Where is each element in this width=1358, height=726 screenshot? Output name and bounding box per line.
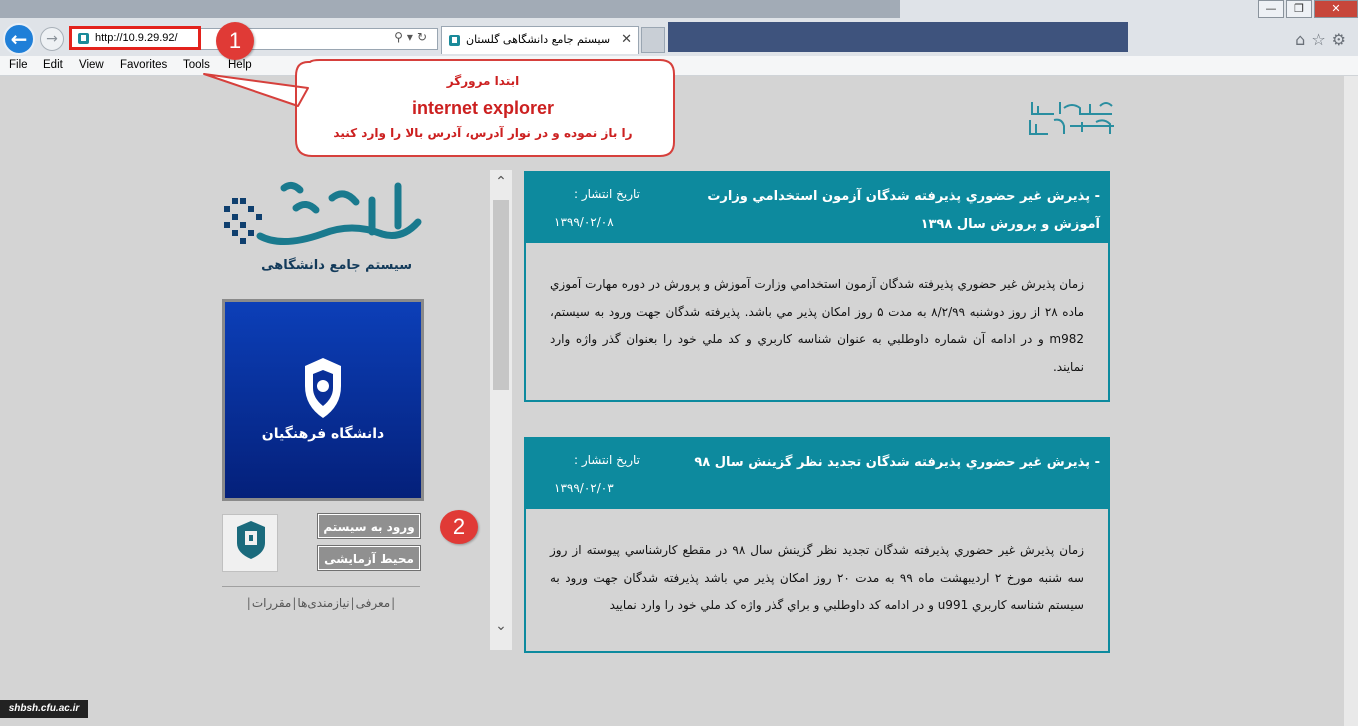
tab-golestan[interactable]	[441, 26, 639, 54]
scroll-up-arrow-icon[interactable]: ⌃	[495, 174, 507, 190]
news-date: ۱۳۹۹/۰۲/۰۳	[554, 481, 614, 495]
university-name: دانشگاه فرهنگیان	[261, 426, 385, 442]
test-environment-button[interactable]: محیط آزمایشی	[318, 546, 420, 570]
link-regulations[interactable]: مقررات	[251, 596, 292, 610]
menu-file[interactable]: File	[9, 59, 28, 71]
sidebar-divider	[222, 586, 420, 587]
news-body: زمان پذيرش غير حضوري پذيرفته شدگان آزمون استخدامي وزارت آموزش و پرورش در دوره مهارت آموزي ماده ۲۸ از روز دوشنبه ۸/۲/۹۹ به مدت ۵ روز امکان پذير مي باشد. پذيرفته شدگان جهت ورود به سيستم، m982 و در ادامه آن شماره داوطلبي به عنوان شناسه کاربري و کد ملي خود را بعنوان گذر واژه وارد نمايند.	[550, 277, 1085, 374]
step-1-badge: 1	[216, 22, 254, 60]
tab-title: سیستم جامع دانشگاهی گلستان	[466, 33, 611, 46]
news-header	[526, 439, 1108, 509]
home-icon[interactable]: ⌂	[1295, 30, 1312, 49]
arrow-right-icon: →	[46, 31, 58, 47]
university-banner[interactable]	[222, 299, 424, 501]
news-item	[524, 437, 1110, 653]
site-watermark: shbsh.cfu.ac.ir	[0, 700, 88, 718]
refresh-icon[interactable]: ↻	[416, 30, 431, 44]
search-icon[interactable]: ⚲	[394, 30, 407, 44]
forward-button[interactable]	[40, 27, 64, 51]
arrow-left-icon: ←	[10, 27, 28, 51]
step-2-badge: 2	[440, 510, 478, 544]
news-title: - پذيرش غير حضوري پذيرفته شدگان تجديد نظر گزينش سال ۹۸	[694, 455, 1100, 470]
favorites-star-icon[interactable]: ☆	[1311, 30, 1332, 49]
news-date-label: تاريخ انتشار :	[574, 187, 640, 201]
sidebar-links: |معرفی|نیازمندی‌ها|مقررات|	[246, 596, 396, 610]
scroll-thumb[interactable]	[493, 200, 509, 390]
menu-tools[interactable]: Tools	[183, 59, 210, 71]
news-scrollbar[interactable]	[490, 170, 512, 650]
callout-line-1: ابتدا مرورگر	[446, 74, 520, 88]
page-scrollbar[interactable]	[1344, 76, 1358, 726]
address-url[interactable]: http://10.9.29.92/	[95, 32, 178, 44]
callout-line-2: internet explorer	[411, 98, 555, 118]
news-date: ۱۳۹۹/۰۲/۰۸	[554, 215, 614, 229]
menu-favorites[interactable]: Favorites	[120, 59, 168, 71]
basmala-calligraphy	[1024, 96, 1120, 140]
back-button[interactable]	[3, 23, 35, 55]
close-button[interactable]: ✕	[1314, 0, 1358, 18]
gear-icon[interactable]: ⚙	[1331, 30, 1352, 49]
small-institution-logo[interactable]	[222, 514, 278, 572]
news-item	[524, 171, 1110, 402]
logo-caption: سیستم جامع دانشگاهی	[261, 258, 412, 273]
institution-emblem-icon	[223, 515, 279, 563]
university-emblem-icon	[279, 356, 367, 426]
address-highlight-box	[69, 26, 201, 50]
university-banner-inner	[225, 302, 421, 498]
tab-close-icon[interactable]: ✕	[621, 32, 632, 47]
window-controls	[1256, 0, 1358, 20]
instruction-callout-text	[296, 60, 670, 156]
news-title: - پذيرش غير حضوري پذيرفته شدگان آزمون استخدامي وزارت آموزش و پرورش سال ۱۳۹۸	[707, 189, 1100, 232]
login-button[interactable]: ورود به سیستم	[318, 514, 420, 538]
news-header	[526, 173, 1108, 243]
background-tabs-strip	[668, 22, 1128, 52]
link-requirements[interactable]: نیازمندی‌ها	[297, 596, 350, 610]
address-actions[interactable]	[394, 30, 431, 44]
restore-button[interactable]: ❐	[1286, 0, 1312, 18]
minimize-button[interactable]: —	[1258, 0, 1284, 18]
tab-favicon-icon	[448, 34, 461, 47]
scroll-down-arrow-icon[interactable]: ⌄	[495, 618, 507, 634]
browser-toolbar	[0, 0, 1358, 56]
news-body: زمان پذيرش غير حضوري پذيرفته شدگان تجديد نظر گزينش سال ۹۸ در مقطع کارشناسي پيوسته از روز سه شنبه مورخ ۲ ارديبهشت ماه ۹۹ به مدت ۲۰ روز امکان پذير مي باشد پذيرفته شدگان جهت ورود به سيستم شناسه کاربري u991 و در ادامه کد داوطلبي و براي گذر واژه کد ملي خود را وارد نماييد	[550, 543, 1084, 613]
news-date-label: تاريخ انتشار :	[574, 453, 640, 467]
menu-view[interactable]: View	[79, 59, 104, 71]
menu-edit[interactable]: Edit	[43, 59, 63, 71]
new-tab-button[interactable]	[641, 27, 665, 53]
dropdown-icon[interactable]: ▾	[406, 30, 417, 44]
callout-line-3: را باز نموده و در نوار آدرس، آدرس بالا را وارد کنید	[333, 126, 633, 140]
link-introduction[interactable]: معرفی	[355, 596, 391, 610]
menu-help[interactable]: Help	[228, 59, 252, 71]
toolbar-icons	[1295, 30, 1352, 49]
background-window-strip	[0, 0, 900, 18]
